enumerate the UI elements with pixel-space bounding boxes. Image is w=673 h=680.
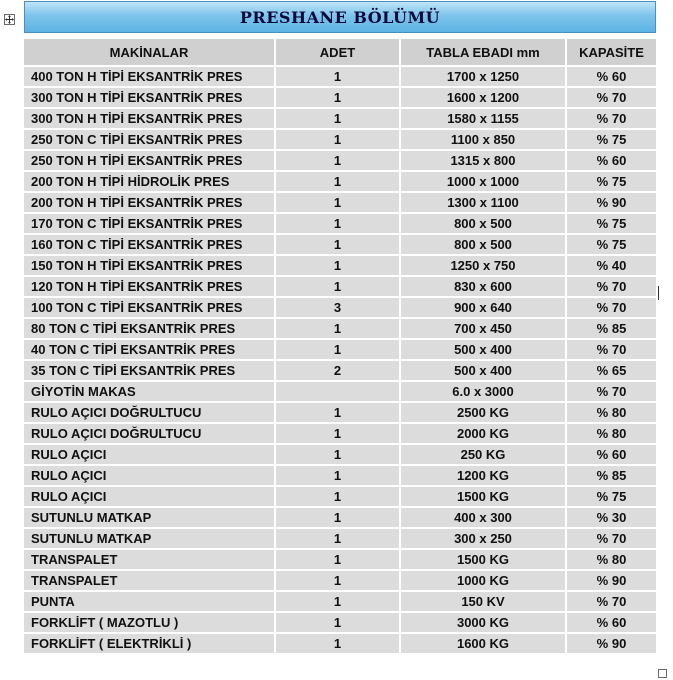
- header-capacity: KAPASİTE: [567, 39, 656, 65]
- header-table-size: TABLA EBADI mm: [401, 39, 567, 65]
- cell-table-size: 500 x 400: [401, 361, 567, 380]
- cell-machine-name: 80 TON C TİPİ EKSANTRİK PRES: [24, 319, 276, 338]
- table-row: [24, 151, 656, 170]
- cell-qty: 1: [276, 508, 401, 527]
- cell-capacity: % 80: [567, 550, 656, 569]
- cell-table-size: 1315 x 800: [401, 151, 567, 170]
- cell-qty: 1: [276, 67, 401, 86]
- cell-machine-name: 120 TON H TİPİ EKSANTRİK PRES: [24, 277, 276, 296]
- cell-table-size: 300 x 250: [401, 529, 567, 548]
- cell-table-size: 1250 x 750: [401, 256, 567, 275]
- cell-capacity: % 60: [567, 67, 656, 86]
- table-row: [24, 319, 656, 338]
- cell-qty: 1: [276, 256, 401, 275]
- cell-capacity: % 70: [567, 592, 656, 611]
- cell-machine-name: SUTUNLU MATKAP: [24, 529, 276, 548]
- cell-table-size: 1600 x 1200: [401, 88, 567, 107]
- cell-table-size: 1500 KG: [401, 550, 567, 569]
- table-row: [24, 340, 656, 359]
- cell-table-size: 1100 x 850: [401, 130, 567, 149]
- cell-table-size: 1700 x 1250: [401, 67, 567, 86]
- cell-table-size: 1300 x 1100: [401, 193, 567, 212]
- cell-table-size: 2500 KG: [401, 403, 567, 422]
- cell-capacity: % 65: [567, 361, 656, 380]
- table-row: [24, 613, 656, 632]
- cell-qty: 1: [276, 172, 401, 191]
- table-row: [24, 214, 656, 233]
- cell-qty: 1: [276, 340, 401, 359]
- cell-machine-name: TRANSPALET: [24, 550, 276, 569]
- section-title: PRESHANE BÖLÜMÜ: [239, 7, 441, 27]
- table-row: [24, 550, 656, 569]
- cell-machine-name: RULO AÇICI: [24, 487, 276, 506]
- table-row: [24, 403, 656, 422]
- cell-qty: 1: [276, 466, 401, 485]
- cell-table-size: 1500 KG: [401, 487, 567, 506]
- table-row: [24, 130, 656, 149]
- cell-machine-name: RULO AÇICI: [24, 445, 276, 464]
- cell-capacity: % 60: [567, 613, 656, 632]
- cell-machine-name: PUNTA: [24, 592, 276, 611]
- table-row: [24, 634, 656, 653]
- table-row: [24, 592, 656, 611]
- table-row: [24, 529, 656, 548]
- cell-qty: 1: [276, 319, 401, 338]
- cell-capacity: % 85: [567, 319, 656, 338]
- table-row: [24, 466, 656, 485]
- table-row: [24, 445, 656, 464]
- cell-capacity: % 75: [567, 235, 656, 254]
- cell-capacity: % 70: [567, 382, 656, 401]
- cell-table-size: 830 x 600: [401, 277, 567, 296]
- table-row: [24, 235, 656, 254]
- cell-machine-name: 250 TON H TİPİ EKSANTRİK PRES: [24, 151, 276, 170]
- cell-table-size: 800 x 500: [401, 214, 567, 233]
- cell-machine-name: RULO AÇICI DOĞRULTUCU: [24, 403, 276, 422]
- table-row: [24, 508, 656, 527]
- cell-capacity: % 90: [567, 193, 656, 212]
- cell-capacity: % 85: [567, 466, 656, 485]
- table-row: [24, 256, 656, 275]
- cell-machine-name: RULO AÇICI: [24, 466, 276, 485]
- table-resize-handle[interactable]: [658, 669, 667, 678]
- cell-table-size: 1600 KG: [401, 634, 567, 653]
- cell-table-size: 2000 KG: [401, 424, 567, 443]
- cell-capacity: % 75: [567, 130, 656, 149]
- table-row: [24, 361, 656, 380]
- cell-machine-name: 300 TON H TİPİ EKSANTRİK PRES: [24, 109, 276, 128]
- cell-capacity: % 90: [567, 571, 656, 590]
- header-qty: ADET: [276, 39, 401, 65]
- cell-qty: [276, 382, 401, 401]
- cell-table-size: 700 x 450: [401, 319, 567, 338]
- cell-machine-name: 170 TON C TİPİ EKSANTRİK PRES: [24, 214, 276, 233]
- table-row: [24, 382, 656, 401]
- cell-capacity: % 75: [567, 172, 656, 191]
- table-row: [24, 88, 656, 107]
- table-row: [24, 487, 656, 506]
- cell-qty: 1: [276, 130, 401, 149]
- cell-table-size: 500 x 400: [401, 340, 567, 359]
- cell-qty: 3: [276, 298, 401, 317]
- cell-table-size: 800 x 500: [401, 235, 567, 254]
- cell-machine-name: 40 TON C TİPİ EKSANTRİK PRES: [24, 340, 276, 359]
- cell-capacity: % 70: [567, 529, 656, 548]
- cell-capacity: % 70: [567, 109, 656, 128]
- cell-capacity: % 75: [567, 487, 656, 506]
- cell-capacity: % 80: [567, 424, 656, 443]
- table-row: [24, 172, 656, 191]
- cell-qty: 1: [276, 613, 401, 632]
- cell-table-size: 6.0 x 3000: [401, 382, 567, 401]
- cell-capacity: % 30: [567, 508, 656, 527]
- cell-machine-name: TRANSPALET: [24, 571, 276, 590]
- cell-machine-name: GİYOTİN MAKAS: [24, 382, 276, 401]
- cell-qty: 1: [276, 571, 401, 590]
- cell-qty: 1: [276, 151, 401, 170]
- cell-table-size: 900 x 640: [401, 298, 567, 317]
- cell-qty: 1: [276, 109, 401, 128]
- cell-machine-name: 200 TON H TİPİ EKSANTRİK PRES: [24, 193, 276, 212]
- text-cursor: [658, 286, 659, 300]
- cell-qty: 1: [276, 529, 401, 548]
- cell-machine-name: FORKLİFT ( MAZOTLU ): [24, 613, 276, 632]
- cell-qty: 1: [276, 550, 401, 569]
- cell-table-size: 400 x 300: [401, 508, 567, 527]
- cell-qty: 1: [276, 403, 401, 422]
- cell-capacity: % 75: [567, 214, 656, 233]
- cell-qty: 2: [276, 361, 401, 380]
- cell-qty: 1: [276, 214, 401, 233]
- cell-qty: 1: [276, 445, 401, 464]
- table-row: [24, 193, 656, 212]
- table-row: [24, 571, 656, 590]
- cell-capacity: % 90: [567, 634, 656, 653]
- cell-qty: 1: [276, 277, 401, 296]
- machine-table: [24, 37, 656, 655]
- table-move-handle-icon[interactable]: [4, 14, 15, 25]
- cell-table-size: 250 KG: [401, 445, 567, 464]
- cell-machine-name: SUTUNLU MATKAP: [24, 508, 276, 527]
- cell-capacity: % 60: [567, 445, 656, 464]
- cell-table-size: 3000 KG: [401, 613, 567, 632]
- cell-table-size: 150 KV: [401, 592, 567, 611]
- cell-capacity: % 60: [567, 151, 656, 170]
- table-row: [24, 67, 656, 86]
- cell-capacity: % 70: [567, 277, 656, 296]
- cell-table-size: 1580 x 1155: [401, 109, 567, 128]
- cell-machine-name: 100 TON C TİPİ EKSANTRİK PRES: [24, 298, 276, 317]
- table-header-row: [24, 39, 656, 65]
- cell-machine-name: 35 TON C TİPİ EKSANTRİK PRES: [24, 361, 276, 380]
- cell-capacity: % 40: [567, 256, 656, 275]
- table-row: [24, 109, 656, 128]
- cell-machine-name: 400 TON H TİPİ EKSANTRİK PRES: [24, 67, 276, 86]
- table-row: [24, 298, 656, 317]
- cell-qty: 1: [276, 487, 401, 506]
- cell-machine-name: 300 TON H TİPİ EKSANTRİK PRES: [24, 88, 276, 107]
- cell-table-size: 1000 x 1000: [401, 172, 567, 191]
- cell-machine-name: 160 TON C TİPİ EKSANTRİK PRES: [24, 235, 276, 254]
- cell-machine-name: 250 TON C TİPİ EKSANTRİK PRES: [24, 130, 276, 149]
- table-row: [24, 277, 656, 296]
- cell-machine-name: 150 TON H TİPİ EKSANTRİK PRES: [24, 256, 276, 275]
- cell-table-size: 1000 KG: [401, 571, 567, 590]
- cell-qty: 1: [276, 424, 401, 443]
- cell-qty: 1: [276, 88, 401, 107]
- cell-qty: 1: [276, 592, 401, 611]
- section-title-banner: [24, 1, 656, 33]
- header-machines: MAKİNALAR: [24, 39, 276, 65]
- cell-capacity: % 80: [567, 403, 656, 422]
- cell-qty: 1: [276, 235, 401, 254]
- cell-capacity: % 70: [567, 298, 656, 317]
- table-row: [24, 424, 656, 443]
- cell-machine-name: RULO AÇICI DOĞRULTUCU: [24, 424, 276, 443]
- cell-qty: 1: [276, 193, 401, 212]
- cell-machine-name: FORKLİFT ( ELEKTRİKLİ ): [24, 634, 276, 653]
- cell-qty: 1: [276, 634, 401, 653]
- cell-capacity: % 70: [567, 88, 656, 107]
- cell-capacity: % 70: [567, 340, 656, 359]
- cell-machine-name: 200 TON H TİPİ HİDROLİK PRES: [24, 172, 276, 191]
- cell-table-size: 1200 KG: [401, 466, 567, 485]
